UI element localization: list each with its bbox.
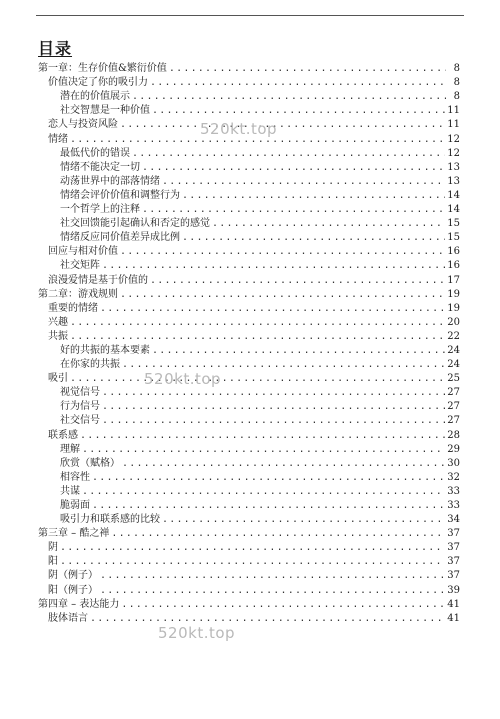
toc-entry[interactable] bbox=[38, 582, 460, 596]
dot-leader bbox=[120, 246, 445, 258]
toc-entry[interactable] bbox=[38, 174, 460, 188]
dot-leader bbox=[182, 190, 445, 202]
dot-leader bbox=[162, 176, 445, 188]
toc-entry-label: 情绪反应同价值差异成比例 bbox=[60, 232, 180, 244]
dot-leader bbox=[162, 514, 445, 526]
toc-entry-page: 41 bbox=[447, 612, 460, 624]
toc-entry-page: 25 bbox=[447, 373, 460, 385]
toc-entry-page: 12 bbox=[447, 147, 460, 159]
toc-entry[interactable] bbox=[38, 287, 460, 301]
toc-entry-page: 28 bbox=[447, 429, 460, 441]
toc-entry-label: 社交信号 bbox=[60, 415, 100, 427]
toc-entry-label: 联系感 bbox=[48, 429, 78, 441]
toc-entry-label: 第三章 – 酷之禅 bbox=[38, 528, 110, 540]
toc-entry-page: 11 bbox=[447, 119, 460, 131]
toc-entry[interactable] bbox=[38, 329, 460, 343]
toc-entry-page: 16 bbox=[447, 246, 460, 258]
toc-entry[interactable] bbox=[38, 160, 460, 174]
toc-entry-page: 8 bbox=[453, 77, 460, 89]
toc-entry-page: 30 bbox=[447, 457, 460, 469]
dot-leader bbox=[90, 613, 445, 625]
dot-leader bbox=[102, 401, 445, 413]
dot-leader bbox=[152, 345, 445, 357]
toc-entry-page: 33 bbox=[447, 500, 460, 511]
toc-entry[interactable] bbox=[38, 554, 460, 568]
toc-entry-page: 29 bbox=[447, 443, 460, 455]
toc-entry-page: 20 bbox=[447, 316, 460, 328]
watermark: 520kt.top bbox=[200, 120, 278, 138]
toc-entry-label: 情绪 bbox=[48, 133, 68, 145]
toc-entry-page: 13 bbox=[447, 175, 460, 187]
toc-entry[interactable] bbox=[38, 498, 460, 512]
toc-entry-page: 27 bbox=[447, 387, 460, 399]
toc-entry-label: 情绪会评价价值和调整行为 bbox=[60, 189, 180, 201]
toc-entry-label: 第一章：生存价值&繁衍价值 bbox=[38, 63, 167, 75]
toc-entry-page: 27 bbox=[447, 401, 460, 413]
toc-entry[interactable] bbox=[38, 597, 460, 611]
toc-entry-page: 13 bbox=[447, 161, 460, 173]
toc-entry-page: 14 bbox=[447, 204, 460, 216]
toc-entry-page: 14 bbox=[447, 189, 460, 201]
toc-entry-page: 39 bbox=[447, 584, 460, 596]
dot-leader bbox=[142, 204, 445, 216]
toc-entry-page: 33 bbox=[447, 485, 460, 497]
dot-leader bbox=[70, 134, 445, 146]
toc-entry-page: 24 bbox=[447, 344, 460, 356]
toc-entry-label: 视觉信号 bbox=[60, 387, 100, 399]
toc-entry[interactable] bbox=[38, 470, 460, 484]
toc-entry-page: 37 bbox=[447, 542, 460, 554]
dot-leader bbox=[111, 528, 445, 540]
dot-leader bbox=[150, 77, 446, 89]
toc-entry-page: 24 bbox=[447, 359, 460, 371]
toc-entry-label: 阳 bbox=[48, 556, 58, 568]
toc-entry[interactable] bbox=[38, 75, 460, 89]
dot-leader bbox=[212, 218, 445, 230]
toc-entry-label: 共振 bbox=[48, 330, 68, 342]
toc-entry-label: 潜在的价值展示 bbox=[60, 91, 130, 103]
dot-leader bbox=[120, 289, 445, 301]
dot-leader bbox=[60, 542, 445, 554]
toc-entry[interactable] bbox=[38, 301, 460, 315]
toc-title: 目录 bbox=[38, 39, 73, 58]
dot-leader bbox=[132, 91, 446, 103]
header-rule bbox=[36, 15, 464, 16]
toc-entry-page: 8 bbox=[453, 91, 460, 103]
toc-entry-label: 肢体语言 bbox=[48, 612, 88, 624]
toc-entry-page: 41 bbox=[447, 598, 460, 610]
toc-entry-page: 15 bbox=[447, 218, 460, 230]
toc-entry[interactable] bbox=[38, 89, 460, 103]
toc-entry-page: 8 bbox=[453, 63, 460, 75]
toc-entry-label: 重要的情绪 bbox=[48, 302, 98, 314]
toc-entry-page: 32 bbox=[447, 471, 460, 483]
toc-entry-label: 社交智慧是一种价值 bbox=[60, 105, 150, 117]
toc-entry-label: 相容性 bbox=[60, 471, 90, 483]
dot-leader bbox=[82, 444, 445, 456]
toc-entry-label: 最低代价的错误 bbox=[60, 147, 130, 159]
dot-leader bbox=[60, 556, 445, 568]
dot-leader bbox=[100, 303, 445, 315]
toc-entry[interactable] bbox=[38, 611, 460, 625]
dot-leader bbox=[82, 486, 445, 498]
toc-entry[interactable] bbox=[38, 526, 460, 540]
toc-entry-label: 第四章 – 表达能力 bbox=[38, 598, 120, 610]
toc-entry[interactable] bbox=[38, 413, 460, 427]
dot-leader bbox=[100, 570, 445, 582]
toc-entry[interactable] bbox=[38, 230, 460, 244]
toc-entry[interactable] bbox=[38, 216, 460, 230]
toc-entry[interactable] bbox=[38, 357, 460, 371]
dot-leader bbox=[182, 232, 445, 244]
toc-entry-label: 一个哲学上的注释 bbox=[60, 204, 140, 216]
dot-leader bbox=[122, 458, 445, 470]
toc-entry-label: 欣赏（赋格） bbox=[60, 457, 120, 469]
watermark: 520kt.top bbox=[158, 624, 236, 642]
dot-leader bbox=[92, 472, 445, 484]
toc-entry-page: 37 bbox=[447, 556, 460, 568]
toc-entry[interactable] bbox=[38, 442, 460, 456]
toc-entry[interactable] bbox=[38, 188, 460, 202]
toc-entry-label: 阳（例子） bbox=[48, 584, 98, 596]
toc-entry[interactable] bbox=[38, 202, 460, 216]
toc-entry[interactable] bbox=[38, 315, 460, 329]
toc-entry[interactable] bbox=[38, 371, 460, 385]
toc-entry[interactable] bbox=[38, 512, 460, 526]
toc-entry[interactable] bbox=[38, 272, 460, 286]
toc-entry[interactable] bbox=[38, 61, 460, 75]
watermark: 520kt.top bbox=[144, 370, 222, 388]
toc-entry[interactable] bbox=[38, 484, 460, 498]
dot-leader bbox=[80, 430, 445, 442]
toc-entry-page: 37 bbox=[447, 528, 460, 540]
dot-leader bbox=[122, 359, 445, 371]
toc-entry-page: 19 bbox=[447, 288, 460, 300]
toc-entry-label: 脆弱面 bbox=[60, 500, 90, 511]
toc-entry-page: 17 bbox=[447, 274, 460, 286]
toc-entry-label: 社交矩阵 bbox=[60, 260, 100, 272]
toc-entry-label: 价值决定了你的吸引力 bbox=[48, 77, 148, 89]
toc-entry[interactable] bbox=[38, 427, 460, 441]
dot-leader bbox=[152, 105, 445, 117]
dot-leader bbox=[70, 373, 445, 385]
toc-entry[interactable] bbox=[38, 244, 460, 258]
toc-entry-label: 恋人与投资风险 bbox=[48, 119, 118, 131]
toc-entry[interactable] bbox=[38, 568, 460, 582]
toc-entry-page: 22 bbox=[447, 330, 460, 342]
dot-leader bbox=[100, 585, 445, 597]
toc-entry-page: 12 bbox=[447, 133, 460, 145]
toc-entry-label: 行为信号 bbox=[60, 401, 100, 413]
toc-entry-page: 16 bbox=[447, 260, 460, 272]
dot-leader bbox=[70, 317, 445, 329]
toc-entry[interactable] bbox=[38, 456, 460, 470]
toc-entry-label: 吸引力和联系感的比较 bbox=[60, 514, 160, 526]
toc-entry-page: 19 bbox=[447, 302, 460, 314]
toc-entry[interactable] bbox=[38, 117, 460, 131]
toc-entry[interactable] bbox=[38, 540, 460, 554]
dot-leader bbox=[92, 500, 445, 512]
dot-leader bbox=[70, 331, 445, 343]
toc-entry-page: 27 bbox=[447, 415, 460, 427]
dot-leader bbox=[142, 162, 445, 174]
toc-entry-label: 社交回馈能引起确认和否定的感觉 bbox=[60, 218, 210, 230]
toc-entry-label: 浪漫爱情是基于价值的 bbox=[48, 274, 148, 286]
toc-entry-label: 好的共振的基本要素 bbox=[60, 344, 150, 356]
dot-leader bbox=[150, 275, 445, 287]
dot-leader bbox=[102, 260, 445, 272]
toc-entry[interactable] bbox=[38, 258, 460, 272]
toc-entry-label: 在你家的共振 bbox=[60, 359, 120, 371]
toc-entry-page: 37 bbox=[447, 570, 460, 582]
dot-leader bbox=[102, 387, 445, 399]
toc-entry-label: 吸引 bbox=[48, 373, 68, 385]
toc-entry-label: 回应与相对价值 bbox=[48, 246, 118, 258]
toc-entry[interactable] bbox=[38, 385, 460, 399]
toc-entry-label: 兴趣 bbox=[48, 316, 68, 328]
toc-entry-label: 阴（例子） bbox=[48, 570, 98, 582]
toc-entry-page: 15 bbox=[447, 232, 460, 244]
dot-leader bbox=[102, 415, 445, 427]
toc-entry-label: 第二章：游戏规则 bbox=[38, 288, 118, 300]
toc-entry-label: 动荡世界中的部落情绪 bbox=[60, 175, 160, 187]
toc-entry-label: 共谋 bbox=[60, 485, 80, 497]
toc-entry-page: 34 bbox=[447, 514, 460, 526]
toc-entry[interactable] bbox=[38, 399, 460, 413]
toc-entry[interactable] bbox=[38, 103, 460, 117]
toc-entry[interactable] bbox=[38, 131, 460, 145]
toc-entry-label: 阴 bbox=[48, 542, 58, 554]
toc-entry[interactable] bbox=[38, 146, 460, 160]
dot-leader bbox=[120, 119, 445, 131]
toc-entry-page: 11 bbox=[447, 105, 460, 117]
toc-entry[interactable] bbox=[38, 343, 460, 357]
dot-leader bbox=[121, 599, 445, 611]
dot-leader bbox=[132, 148, 445, 160]
table-of-contents bbox=[38, 61, 460, 625]
toc-entry-label: 理解 bbox=[60, 443, 80, 455]
toc-entry-label: 情绪不能决定一切 bbox=[60, 161, 140, 173]
dot-leader bbox=[169, 63, 446, 75]
